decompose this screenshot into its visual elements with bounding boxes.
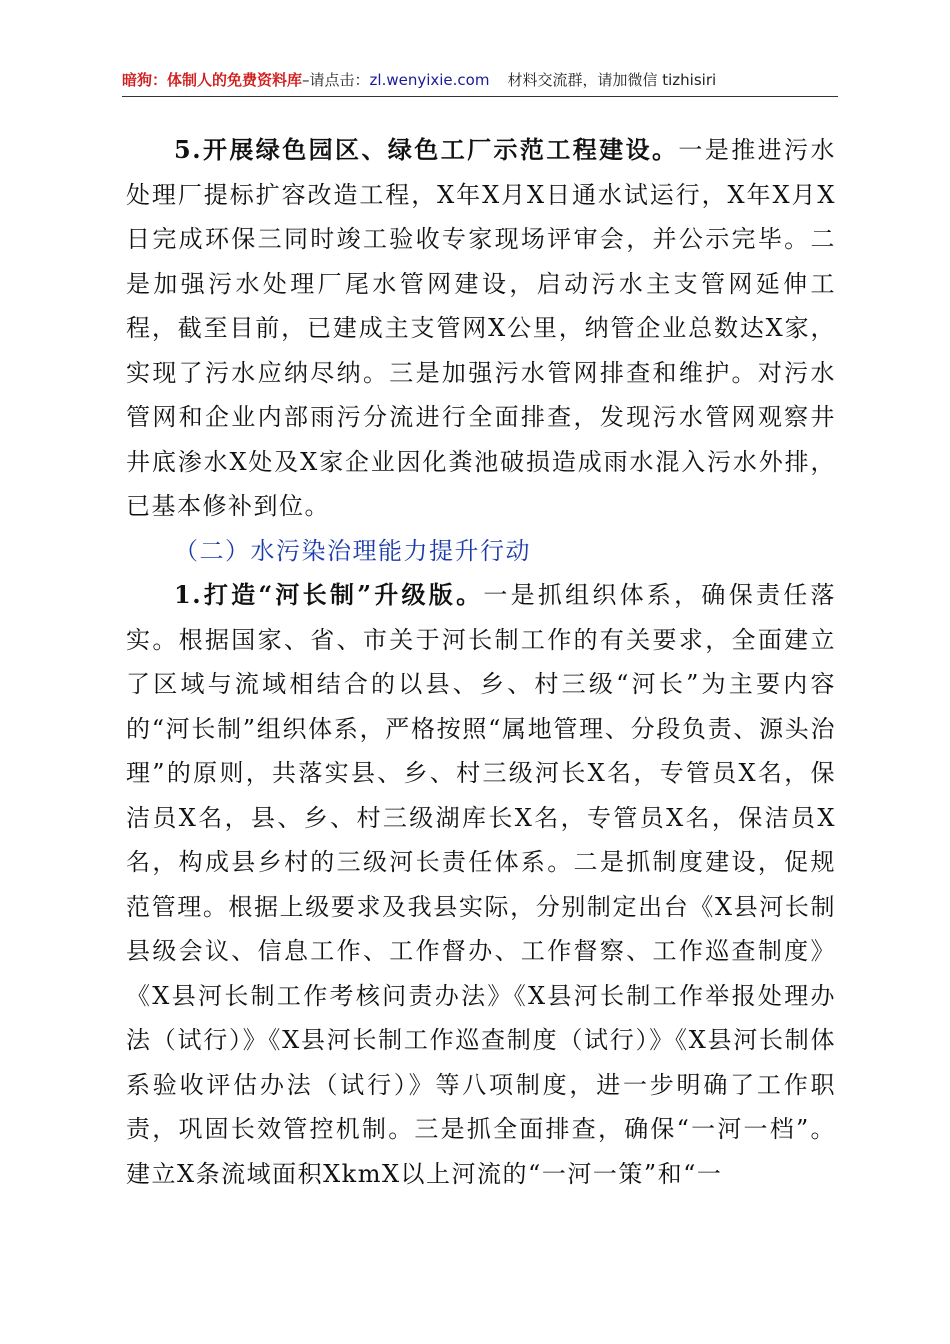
header-wechat-note: 材料交流群，请加微信 tizhisiri (507, 71, 717, 89)
section-1-body: 一是抓组织体系，确保责任落实。根据国家、省、市关于河长制工作的有关要求，全面建立了区域与流域相结合的以县、乡、村三级“河长”为主要内容的“河长制”组织体系，严格按照“属地管理、分段负责、源头治理”的原则，共落实县、乡、村三级河长X名，专管员X名，保洁员X名，县、乡、村三级湖库长X名，专管员X名，保洁员X名，构成县乡村的三级河长责任体系。二是抓制度建设，促规范管理。根据上级要求及我县实际，分别制定出台《X县河长制县级会议、信息工作、工作督办、工作督察、工作巡查制度》《X县河长制工作考核问责办法》《X县河长制工作举报处理办法（试行）》《X县河长制工作巡查制度（试行）》《X县河长制体系验收评估办法（试行）》等八项制度，进一步明确了工作职责，巩固长效管控机制。三是抓全面排查，确保“一河一档”。建立X条流域面积XkmX以上河流的“一河一策”和“一 (126, 581, 836, 1188)
page-header (122, 70, 838, 96)
paragraph-section-5 (126, 128, 836, 529)
subheading-water-pollution: （二）水污染治理能力提升行动 (174, 536, 531, 565)
header-divider (122, 96, 838, 97)
header-link[interactable]: zl.wenyixie.com (369, 71, 490, 89)
section-5-body: 一是推进污水处理厂提标扩容改造工程，X年X月X日通水试运行，X年X月X日完成环保三同时竣工验收专家现场评审会，并公示完毕。二是加强污水处理厂尾水管网建设，启动污水主支管网延伸工程，截至目前，已建成主支管网X公里，纳管企业总数达X家，实现了污水应纳尽纳。三是加强污水管网排查和维护。对污水管网和企业内部雨污分流进行全面排查，发现污水管网观察井井底渗水X处及X家企业因化粪池破损造成雨水混入污水外排，已基本修补到位。 (126, 136, 836, 520)
section-5-lead: 5.开展绿色园区、绿色工厂示范工程建设。 (174, 135, 679, 164)
paragraph-section-1 (126, 573, 836, 1196)
header-link-prompt: –请点击： (302, 71, 370, 89)
section-1-lead: 1.打造“河长制”升级版。 (174, 580, 484, 609)
header-brand: 暗狗：体制人的免费资料库 (122, 71, 303, 89)
document-body (126, 128, 836, 1196)
